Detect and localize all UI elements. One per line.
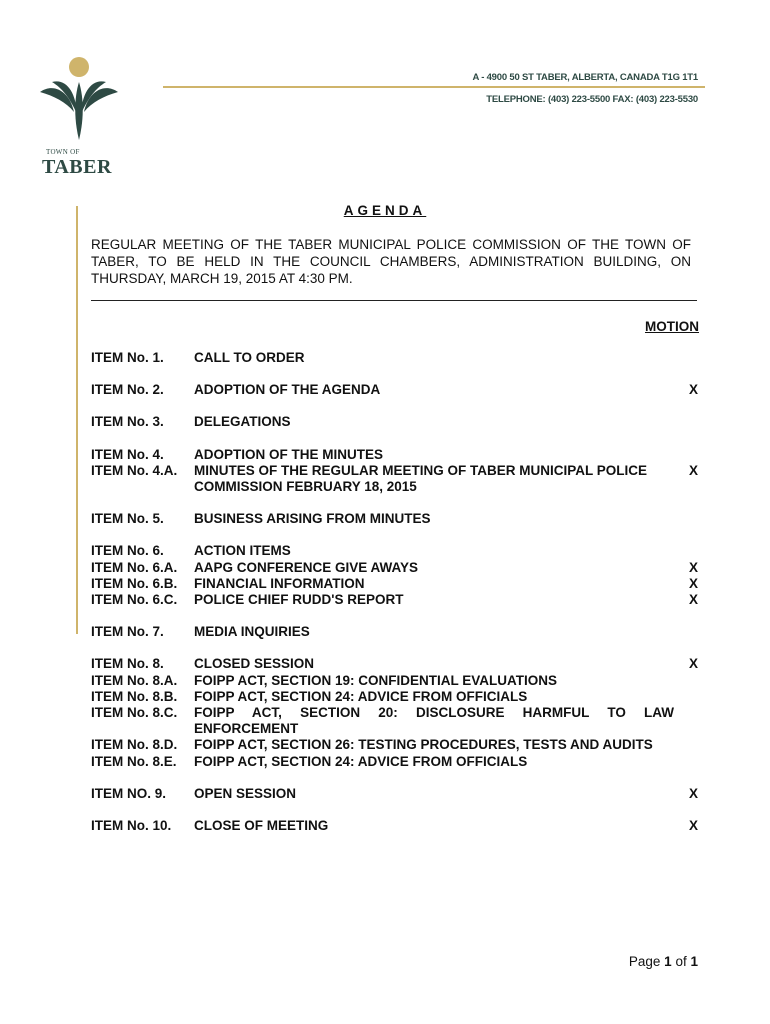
- of-label: of: [675, 954, 687, 969]
- agenda-item: [91, 382, 700, 398]
- motion-mark: [674, 414, 700, 430]
- motion-mark: [674, 624, 700, 640]
- item-number: ITEM No. 8.E.: [91, 753, 177, 769]
- motion-mark: X: [688, 592, 698, 608]
- motion-mark: [674, 511, 700, 527]
- item-description: FOIPP ACT, SECTION 19: CONFIDENTIAL EVALUATIONS: [194, 672, 558, 688]
- agenda-item: [91, 592, 700, 608]
- item-description: CLOSE OF MEETING: [194, 818, 329, 834]
- item-description: ADOPTION OF THE MINUTES: [194, 446, 383, 462]
- agenda-group: [91, 350, 700, 366]
- agenda-group: [91, 543, 700, 608]
- item-description: ADOPTION OF THE AGENDA: [194, 382, 381, 398]
- agenda-item: [91, 673, 700, 689]
- item-description: FOIPP ACT, SECTION 26: TESTING PROCEDURES, TESTS AND AUDITS: [194, 737, 653, 753]
- agenda-item: [91, 447, 700, 463]
- item-number: ITEM NO. 9.: [91, 785, 167, 801]
- item-number: ITEM No. 8.B.: [91, 688, 178, 704]
- motion-mark: [674, 689, 700, 705]
- agenda-item: [91, 689, 700, 705]
- total-pages: 1: [690, 954, 698, 969]
- item-number: ITEM No. 6.A.: [91, 559, 178, 575]
- motion-mark: X: [688, 559, 698, 575]
- agenda-item: [91, 350, 700, 366]
- agenda-group: [91, 511, 700, 527]
- agenda-group: [91, 786, 700, 802]
- agenda-item: [91, 656, 700, 672]
- item-description: ACTION ITEMS: [194, 543, 291, 559]
- item-number: ITEM No. 6.B.: [91, 575, 178, 591]
- agenda-item: [91, 414, 700, 430]
- agenda-item: [91, 737, 700, 753]
- motion-mark: [674, 754, 700, 770]
- item-number: ITEM No. 10.: [91, 818, 172, 834]
- header-divider: [163, 86, 705, 88]
- item-description: FOIPP ACT, SECTION 20: DISCLOSURE HARMFUL TO LAW ENFORCEMENT: [194, 705, 674, 737]
- agenda-title-text: AGENDA: [343, 203, 427, 218]
- item-number: ITEM No. 8.C.: [91, 705, 178, 721]
- agenda-group: [91, 382, 700, 398]
- taber-emblem-icon: [36, 52, 122, 146]
- town-logo: [34, 52, 124, 178]
- agenda-item: [91, 511, 700, 527]
- motion-mark: X: [688, 818, 698, 834]
- item-description: CALL TO ORDER: [194, 350, 305, 365]
- item-number: ITEM No. 3.: [91, 414, 164, 430]
- motion-mark: X: [688, 462, 698, 478]
- motion-mark: [674, 543, 700, 559]
- item-description: BUSINESS ARISING FROM MINUTES: [194, 511, 431, 527]
- agenda-group: [91, 447, 700, 496]
- agenda-item: [91, 576, 700, 592]
- motion-mark: [674, 673, 700, 689]
- motion-mark: X: [688, 382, 698, 398]
- item-description: FOIPP ACT, SECTION 24: ADVICE FROM OFFICIALS: [194, 688, 528, 704]
- agenda-item: [91, 624, 700, 640]
- item-number: ITEM No. 6.C.: [91, 592, 178, 608]
- page-number: [629, 954, 698, 969]
- motion-mark: X: [688, 656, 698, 672]
- motion-mark: [674, 350, 700, 366]
- agenda-item: [91, 543, 700, 559]
- meeting-description: REGULAR MEETING OF THE TABER MUNICIPAL POLICE COMMISSION OF THE TOWN OF TABER, TO BE HELD IN THE COUNCIL CHAMBERS, ADMINISTRATION BUILDING, ON THURSDAY, MARCH 19, 2015 AT 4:30 PM.: [91, 237, 691, 286]
- agenda-item: [91, 786, 700, 802]
- margin-rule: [76, 206, 78, 634]
- item-number: ITEM No. 2.: [91, 382, 164, 398]
- item-number: ITEM No. 4.: [91, 446, 164, 462]
- item-description: FOIPP ACT, SECTION 24: ADVICE FROM OFFICIALS: [194, 753, 528, 769]
- agenda-items: [91, 350, 700, 850]
- agenda-group: [91, 818, 700, 834]
- agenda-item: [91, 705, 700, 737]
- motion-mark: [674, 447, 700, 463]
- item-number: ITEM No. 1.: [91, 350, 164, 365]
- motion-mark: [674, 705, 700, 737]
- current-page: 1: [664, 954, 672, 969]
- agenda-item: [91, 463, 700, 495]
- agenda-title: [0, 203, 770, 218]
- town-of-label: TOWN OF: [46, 148, 80, 156]
- item-description: CLOSED SESSION: [194, 656, 315, 672]
- motion-column-header: MOTION: [645, 319, 699, 334]
- motion-mark: [674, 737, 700, 753]
- item-number: ITEM No. 6.: [91, 543, 164, 559]
- item-number: ITEM No. 8.: [91, 656, 164, 672]
- item-description: OPEN SESSION: [194, 785, 297, 801]
- page-label: Page: [628, 954, 661, 969]
- item-description: MINUTES OF THE REGULAR MEETING OF TABER MUNICIPAL POLICE COMMISSION FEBRUARY 18, 2015: [194, 462, 648, 495]
- item-description: POLICE CHIEF RUDD'S REPORT: [194, 592, 404, 608]
- town-name: TABER: [42, 156, 112, 178]
- motion-mark: X: [688, 575, 698, 591]
- item-number: ITEM No. 5.: [91, 511, 164, 527]
- agenda-item: [91, 818, 700, 834]
- section-divider: [91, 300, 697, 301]
- address-line: A - 4900 50 ST TABER, ALBERTA, CANADA T1G 1T1: [472, 72, 698, 83]
- agenda-group: [91, 656, 700, 769]
- item-number: ITEM No. 4.A.: [91, 462, 178, 478]
- item-number: ITEM No. 8.D.: [91, 737, 178, 753]
- item-description: FINANCIAL INFORMATION: [194, 575, 365, 591]
- item-number: ITEM No. 7.: [91, 624, 164, 640]
- agenda-group: [91, 624, 700, 640]
- agenda-group: [91, 414, 700, 430]
- item-description: MEDIA INQUIRIES: [194, 624, 310, 640]
- item-description: AAPG CONFERENCE GIVE AWAYS: [194, 559, 419, 575]
- telephone-line: TELEPHONE: (403) 223-5500 FAX: (403) 223-5530: [486, 94, 698, 105]
- motion-mark: X: [688, 785, 698, 801]
- agenda-item: [91, 754, 700, 770]
- agenda-item: [91, 560, 700, 576]
- item-number: ITEM No. 8.A.: [91, 672, 178, 688]
- item-description: DELEGATIONS: [194, 414, 291, 430]
